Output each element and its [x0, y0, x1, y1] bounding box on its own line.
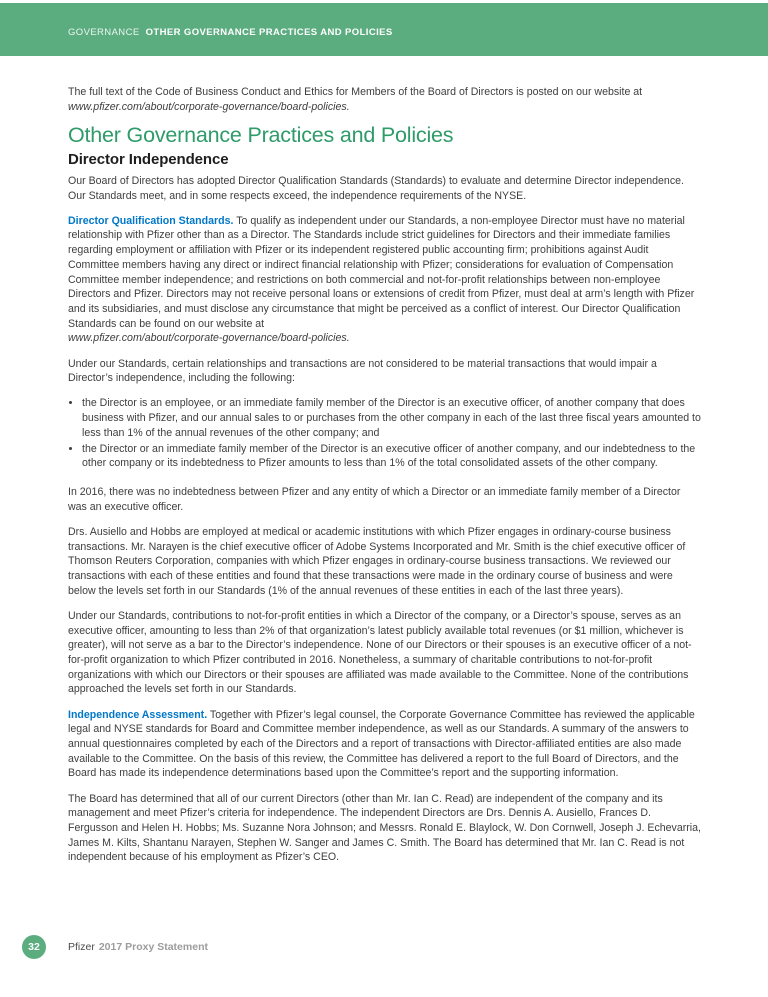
paragraph: Our Board of Directors has adopted Director Qualification Standards (Standards) to evaluate and determine Director independence. Our Standards meet, and in some respects exceed, the independence requirements of the NYSE.	[68, 174, 684, 202]
paragraph: Drs. Ausiello and Hobbs are employed at medical or academic institutions with which Pfizer engages in ordinary-course business transactions. Mr. Narayen is the chief executive officer of Adobe Systems Incorporated and Mr. Smith is the chief executive officer of Thomson Reuters Corporation, companies with which Pfizer engages in ordinary-course business transactions. We reviewed our transactions with each of these entities and found that these transactions were made in the ordinary course of business and were below the levels set forth in our Standards (1% of the annual revenues of these entities in each of the last three years).	[68, 525, 686, 597]
paragraph: In 2016, there was no indebtedness between Pfizer and any entity of which a Director or an immediate family member of a Director was an executive officer.	[68, 485, 681, 513]
breadcrumb-title: OTHER GOVERNANCE PRACTICES AND POLICIES	[145, 27, 393, 38]
breadcrumb-section: GOVERNANCE	[68, 27, 140, 38]
page-header-band	[0, 3, 768, 56]
content-blocks	[68, 174, 701, 865]
content-column	[68, 56, 701, 876]
bullet-item: • the Director is an employee, or an immediate family member of the Director is an executive officer, of another company that does business with Pfizer, and our annual sales to or purchases from the other company in each of the last three fiscal years amounted to less than 1% of the annual revenues of the other company; and	[82, 396, 701, 440]
page-number-badge: 32	[22, 935, 46, 959]
footer-text	[68, 941, 208, 953]
page-title: Other Governance Practices and Policies	[68, 123, 454, 148]
paragraph-lead: Director Qualification Standards.	[68, 214, 234, 227]
policy-url: www.pfizer.com/about/corporate-governance/board-policies.	[68, 100, 350, 113]
paragraph: Independence Assessment. Together with Pfizer’s legal counsel, the Corporate Governance Committee has reviewed the applicable legal and NYSE standards for Board and Committee member independence, as well as our Standards. A summary of the answers to annual questionnaires completed by each of the Directors and a report of transactions with Director-affiliated entities are also made available to the Committee. On the basis of this review, the Committee has delivered a report to the full Board of Directors, and the Board has made its independence determinations based upon the Committee’s report and the supporting information.	[68, 708, 695, 780]
intro-paragraph	[68, 85, 701, 114]
section-heading: Director Independence	[68, 151, 229, 169]
bullet-list	[68, 396, 701, 471]
breadcrumb	[68, 27, 393, 38]
paragraph-lead: Independence Assessment.	[68, 708, 208, 721]
paragraph: Under our Standards, certain relationships and transactions are not considered to be material transactions that would impair a Director’s independence, including the following:	[68, 357, 657, 385]
bullet-item: • the Director or an immediate family member of the Director is an executive officer of another company, and our indebtedness to the other company or its indebtedness to Pfizer amounts to less than 1% of the total consolidated assets of the other company.	[82, 442, 701, 471]
footer-doc-title: 2017 Proxy Statement	[98, 941, 208, 953]
paragraph: Director Qualification Standards. To qualify as independent under our Standards, a non-employee Director must have no material relationship with Pfizer other than as a Director. The Standards include strict guidelines for Directors and their immediate families regarding employment or affiliation with Pfizer or its independent registered public accounting firm; prohibitions against Audit Committee members having any direct or indirect financial relationship with Pfizer; considerations for evaluation of Compensation Committee member independence; and restrictions on both commercial and not-for-profit relationships between non-employee Directors and Pfizer. Directors may not receive personal loans or extensions of credit from Pfizer, must deal at arm’s length with Pfizer and its subsidiaries, and must disclose any circumstance that might be perceived as a conflict of interest. Our Director Qualification Standards can be found on our website at www.pfizer.com/about/corporate-governance/board-policies.	[68, 214, 695, 345]
intro-text: The full text of the Code of Business Conduct and Ethics for Members of the Board of Directors is posted on our website at	[68, 86, 643, 98]
policy-url: www.pfizer.com/about/corporate-governance/board-policies.	[68, 332, 350, 345]
footer-brand: Pfizer	[68, 941, 95, 953]
paragraph: Under our Standards, contributions to not-for-profit entities in which a Director of the company, or a Director’s spouse, serves as an executive officer, amounting to less than 2% of that organization’s latest publicly available total revenues (or $1 million, whichever is greater), will not serve as a bar to the Director’s independence. None of our Directors or their spouses is an executive officer of a not-for-profit organization to which Pfizer contributed in 2016. Nonetheless, a summary of charitable contributions to not-for-profit organizations with which our Directors or their spouses are affiliated was made available to the Committee. None of the contributions approached the levels set forth in our Standards.	[68, 609, 692, 696]
paragraph: The Board has determined that all of our current Directors (other than Mr. Ian C. Read) are independent of the company and its management and meet Pfizer’s criteria for independence. The independent Directors are Drs. Dennis A. Ausiello, Frances D. Fergusson and Helen H. Hobbs; Ms. Suzanne Nora Johnson; and Messrs. Ronald E. Blaylock, W. Don Cornwell, Joseph J. Echevarria, James M. Kilts, Shantanu Narayen, Stephen W. Sanger and James C. Smith. The Board has determined that Mr. Ian C. Read is not independent because of his employment as Pfizer’s CEO.	[68, 792, 701, 864]
page-footer	[0, 934, 768, 960]
